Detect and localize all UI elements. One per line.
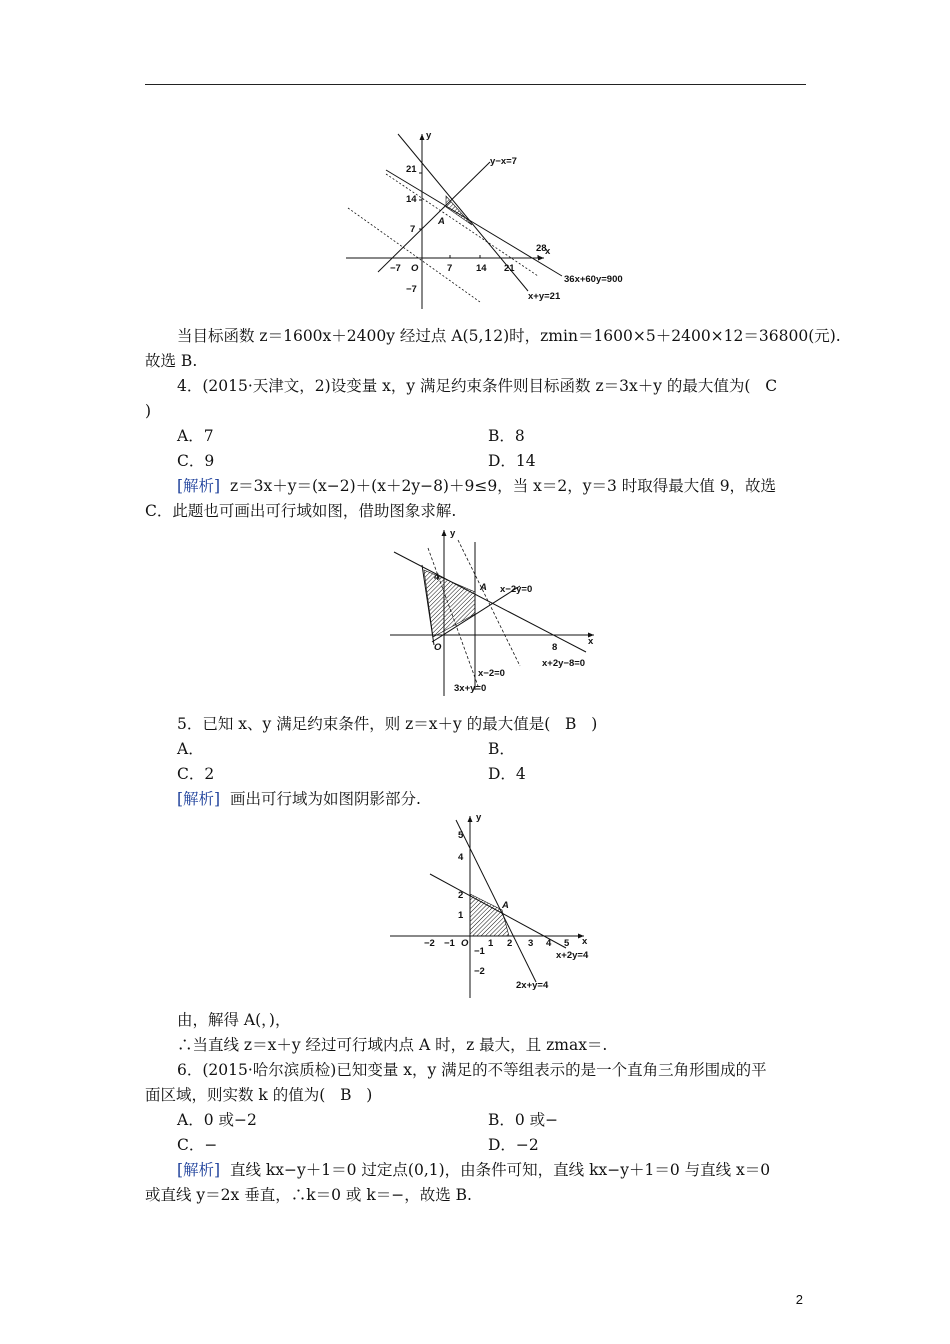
tick-label: 7 — [410, 224, 416, 235]
x-axis-label: x — [582, 936, 588, 947]
header-rule — [145, 84, 806, 85]
line-label: x+y=21 — [528, 291, 561, 302]
q6-stem-line1: 6．(2015·哈尔滨质检)已知变量 x，y 满足的不等组表示的是一个直角三角形围成的平 — [177, 1061, 767, 1079]
analysis-tag: [解析] — [177, 790, 221, 808]
tick-label: 2 — [458, 890, 464, 901]
feasible-region — [446, 196, 472, 225]
x-axis-arrow — [538, 256, 544, 261]
q6-stem-line2: 面区域，则实数 k 的值为( B ) — [145, 1086, 373, 1104]
q5-analysis-text: 画出可行域为如图阴影部分. — [220, 790, 421, 808]
line-y-minus-x-7 — [378, 162, 490, 272]
q5-option-a: A． — [177, 740, 204, 758]
figure-1-graph — [340, 126, 640, 312]
tick-label: −7 — [406, 284, 417, 295]
p1-line: 当目标函数 z＝1600x＋2400y 经过点 A(5,12)时，zmin＝1600×5＋2400×12＝36800(元). — [177, 327, 841, 345]
tick-label: 21 — [406, 164, 417, 175]
q4-stem-close: ) — [145, 402, 152, 420]
x-axis-label: x — [588, 636, 594, 647]
tick-label: −2 — [424, 938, 435, 949]
q4-option-d: D．14 — [488, 452, 536, 470]
line-36x-60y-900 — [386, 170, 562, 276]
tick-label: 14 — [406, 194, 417, 205]
line-label: 3x+y=0 — [454, 683, 487, 694]
tick-label: 1 — [488, 938, 494, 949]
line-label: x−2y=0 — [500, 584, 533, 595]
q6-option-d: D．−2 — [488, 1136, 539, 1154]
page-number: 2 — [795, 1292, 803, 1307]
tick-label: 7 — [447, 263, 453, 274]
tick-label: 5 — [458, 830, 464, 841]
q4-option-c: C．9 — [177, 452, 215, 470]
q5-option-b: B． — [488, 740, 515, 758]
q4-stem: 4．(2015·天津文，2)设变量 x，y 满足约束条件则目标函数 z＝3x＋y 的最大值为( C — [177, 377, 778, 395]
q4-analysis-text: z＝3x＋y＝(x−2)＋(x＋2y−8)＋9≤9，当 x＝2，y＝3 时取得最大值 9，故选 — [220, 477, 777, 495]
tick-label: −1 — [474, 946, 485, 957]
tick-label: 14 — [476, 263, 487, 274]
line-label: 2x+y=4 — [516, 980, 549, 991]
line-label: x+2y−8=0 — [542, 658, 586, 669]
line-x-plus-2y-4 — [430, 874, 566, 948]
figure-2-graph — [380, 520, 630, 700]
origin-label: O — [434, 642, 442, 653]
figure-3-graph — [384, 812, 614, 1002]
line-label: x−2=0 — [478, 668, 505, 679]
q4-option-b: B．8 — [488, 427, 525, 445]
q4-analysis-line2: C．此题也可画出可行域如图，借助图象求解. — [145, 502, 457, 520]
q6-option-b: B．0 或− — [488, 1111, 559, 1129]
y-axis-label: y — [426, 130, 432, 141]
line-2x-plus-y-4 — [456, 820, 536, 982]
q5-solution-line2: ∴当直线 z＝x＋y 经过可行域内点 A 时，z 最大，且 zmax＝. — [177, 1036, 608, 1054]
q6-option-a: A．0 或−2 — [177, 1111, 257, 1129]
tick-label: 28 — [536, 243, 547, 254]
q4-option-a: A．7 — [177, 427, 214, 445]
tick-label: 3 — [528, 938, 534, 949]
tick-label: −2 — [474, 966, 485, 977]
point-a-label: A — [502, 900, 509, 911]
q6-analysis-line1 — [177, 1160, 770, 1180]
q4-analysis-line1 — [177, 476, 776, 496]
origin-label: O — [411, 263, 419, 274]
tick-label: −7 — [390, 263, 401, 274]
y-axis-arrow — [420, 134, 425, 140]
q5-option-d: D．4 — [488, 765, 526, 783]
analysis-tag: [解析] — [177, 1161, 221, 1179]
p1-conclusion: 故选 B. — [145, 352, 198, 370]
q6-analysis-text: 直线 kx−y＋1＝0 过定点(0,1)，由条件可知，直线 kx−y＋1＝0 与直线 x＝0 — [220, 1161, 771, 1179]
tick-label: 4 — [458, 852, 464, 863]
q6-option-c: C．− — [177, 1136, 218, 1154]
y-axis-label: y — [450, 528, 456, 539]
line-label: y−x=7 — [490, 156, 517, 167]
q5-analysis — [177, 789, 421, 809]
tick-label: 4 — [546, 938, 552, 949]
q6-analysis-line2: 或直线 y＝2x 垂直，∴k＝0 或 k＝−，故选 B. — [145, 1186, 472, 1204]
y-axis-label: y — [476, 812, 482, 823]
q5-solution-line1: 由，解得 A(，)， — [177, 1011, 291, 1029]
point-a-label: A — [438, 216, 445, 227]
q5-option-c: C．2 — [177, 765, 215, 783]
tick-label: −1 — [444, 938, 455, 949]
tick-label: 1 — [458, 910, 464, 921]
point-a-label: A — [480, 582, 487, 593]
tick-label: 21 — [504, 263, 515, 274]
tick-label: 4 — [434, 572, 440, 583]
tick-label: 8 — [552, 642, 558, 653]
tick-label: 5 — [564, 938, 570, 949]
q5-stem: 5．已知 x、y 满足约束条件，则 z＝x＋y 的最大值是( B ) — [177, 715, 598, 733]
line-label: x+2y=4 — [556, 950, 589, 961]
tick-label: 2 — [507, 938, 513, 949]
x-axis-label: x — [545, 246, 551, 257]
origin-label: O — [461, 938, 469, 949]
line-label: 36x+60y=900 — [564, 274, 623, 285]
analysis-tag: [解析] — [177, 477, 221, 495]
